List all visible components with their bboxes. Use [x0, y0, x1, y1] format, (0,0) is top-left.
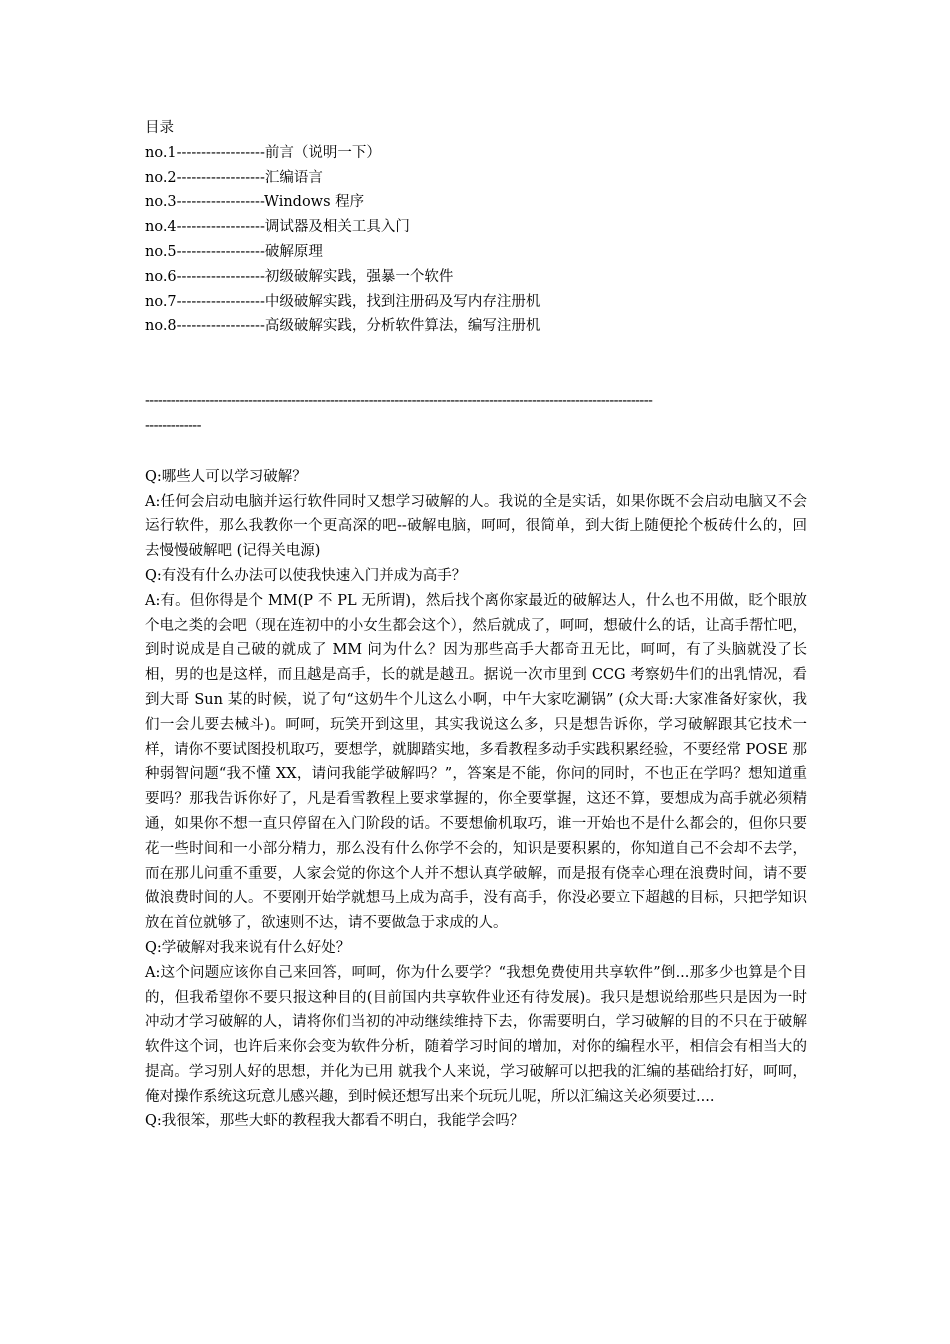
answer-1: A:任何会启动电脑并运行软件同时又想学习破解的人。我说的全是实话，如果你既不会启动电脑又不会运行软件，那么我教你一个更高深的吧--破解电脑，呵呵，很简单，到大街上随便抡个板砖什么的，回去慢慢破解吧 (记得关电源) — [145, 493, 807, 560]
toc-item-7: no.7------------------中级破解实践，找到注册码及写内存注册机 — [145, 293, 541, 310]
answer-3: A:这个问题应该你自己来回答，呵呵，你为什么要学？“我想免费使用共享软件”倒...那多少也算是个目的，但我希望你不要只报这种目的(目前国内共享软件业还有待发展)。我只是想说给那些只是因为一时冲动才学习破解的人，请将你们当初的冲动继续维持下去，你需要明白，学习破解的目的不只在于破解软件这个词，也许后来你会变为软件分析，随着学习时间的增加，对你的编程水平，相信会有相当大的提高。学习别人好的思想，并化为已用 就我个人来说，学习破解可以把我的汇编的基础给打好，呵呵，俺对操作系统这玩意儿感兴趣，到时候还想写出来个玩玩儿呢，所以汇编这关必须要过.... — [145, 964, 807, 1105]
toc-item-8: no.8------------------高级破解实践，分析软件算法，编写注册机 — [145, 318, 541, 335]
separator-line-2: ------------- — [145, 417, 201, 434]
qa-section — [145, 465, 807, 1135]
toc-item-2: no.2------------------汇编语言 — [145, 169, 323, 186]
answer-2: A:有。但你得是个 MM(P 不 PL 无所谓)，然后找个离你家最近的破解达人，什么也不用做，眨个眼放个电之类的会吧（现在连初中的小女生都会这个），然后就成了，呵呵，想破什么的话，让高手帮忙吧，到时说成是自己破的就成了 MM 问为什么？因为那些高手大都奇丑无比，呵呵，有了头脑就没了长相，男的也是这样，而且越是高手，长的就是越丑。据说一次市里到 CCG 考察奶牛们的出乳情况，看到大哥 Sun 某的时候，说了句“这奶牛个儿这么小啊，中午大家吃涮锅” (众大哥:大家准备好家伙，我们一会儿要去械斗)。呵呵，玩笑开到这里，其实我说这么多，只是想告诉你，学习破解跟其它技术一样，请你不要试图投机取巧，要想学，就脚踏实地，多看教程多动手实践积累经验，不要经常 POSE 那种弱智问题“我不懂 XX，请问我能学破解吗？”，答案是不能，你问的同时，不也正在学吗？想知道重要吗？那我告诉你好了，凡是看雪教程上要求掌握的，你全要掌握，这还不算，要想成为高手就必须精通，如果你不想一直只停留在入门阶段的话。不要想偷机取巧，谁一开始也不是什么都会的，但你只要花一些时间和一小部分精力，那么没有什么你学不会的，知识是要积累的，你知道自己不会却不去学，而在那儿问重不重要，人家会觉的你这个人并不想认真学破解，而是报有侥幸心理在浪费时间，请不要做浪费时间的人。不要刚开始学就想马上成为高手，没有高手，你没必要立下超越的目标，只把学知识放在首位就够了，欲速则不达，请不要做急于求成的人。 — [145, 592, 807, 932]
question-1: Q:哪些人可以学习破解？ — [145, 468, 307, 485]
toc-item-4: no.4------------------调试器及相关工具入门 — [145, 219, 410, 236]
question-2: Q:有没有什么办法可以使我快速入门并成为高手？ — [145, 567, 467, 584]
toc-item-6: no.6------------------初级破解实践，强暴一个软件 — [145, 268, 454, 285]
document-page — [145, 116, 807, 1134]
toc-title: 目录 — [145, 120, 174, 136]
toc-item-1: no.1------------------前言（说明一下） — [145, 144, 381, 161]
toc-item-3: no.3------------------Windows 程序 — [145, 194, 365, 211]
toc-item-5: no.5------------------破解原理 — [145, 243, 323, 260]
separator-line-1: ---------------------------------------------------------------------------------------------------------------------- — [145, 393, 653, 410]
question-4: Q:我很笨，那些大虾的教程我大都看不明白，我能学会吗？ — [145, 1113, 525, 1130]
question-3: Q:学破解对我来说有什么好处？ — [145, 939, 351, 956]
